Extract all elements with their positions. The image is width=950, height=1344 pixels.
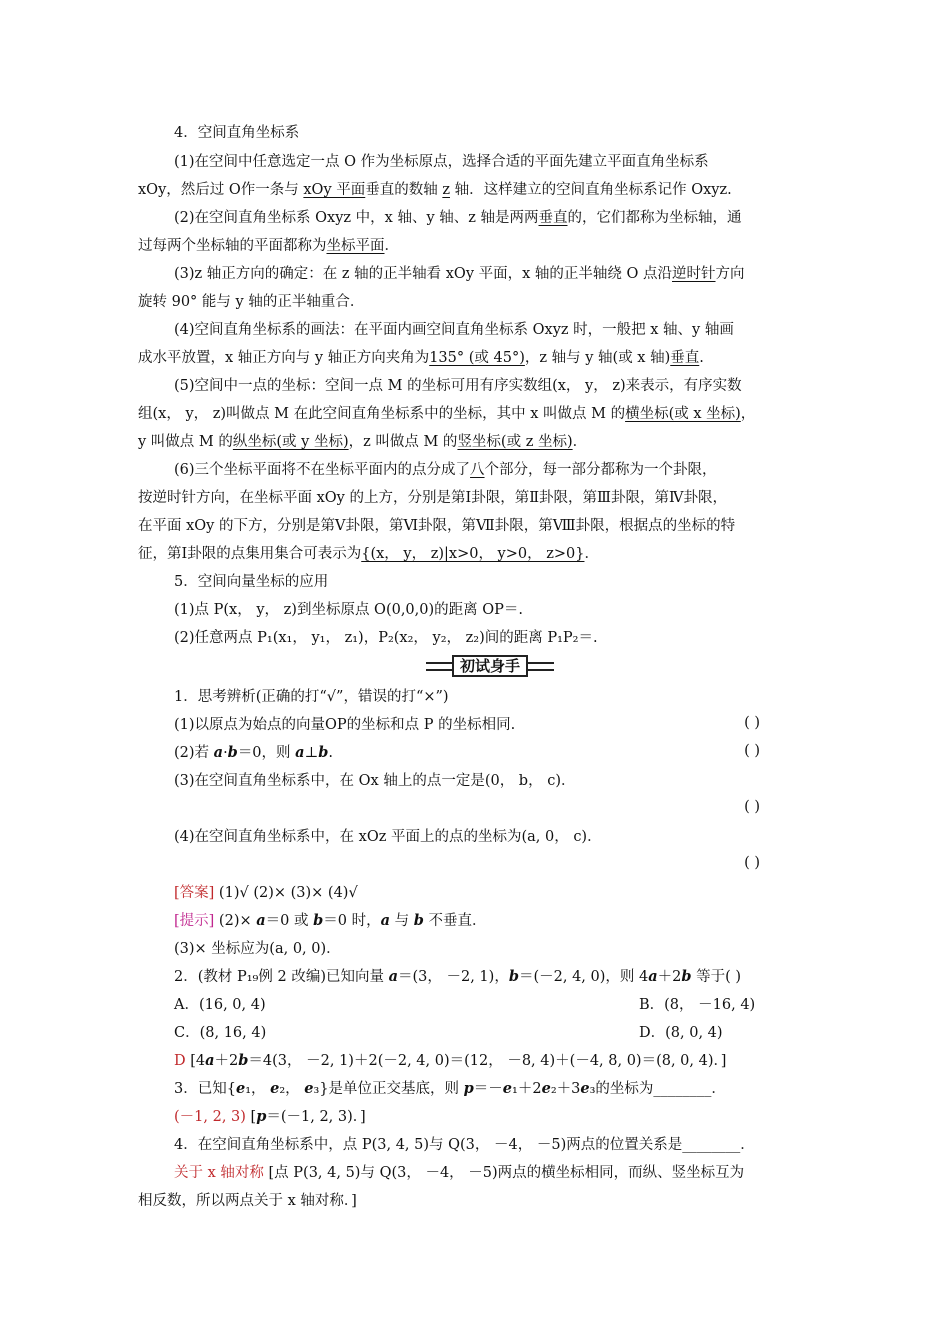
q2-answer: D: [174, 1053, 186, 1069]
q1-item-3: (3)在空间直角坐标系中，在 Ox 轴上的点一定是(0， b， c)．: [174, 773, 576, 789]
section-5-heading: 5．空间向量坐标的应用: [174, 574, 329, 590]
banner-title: 初试身手: [452, 655, 528, 677]
q2-option-b: B．(8， －16, 4): [639, 997, 756, 1013]
q1-item-1-blank: ( ): [744, 715, 760, 731]
q1-item-2-blank: ( ): [744, 743, 760, 759]
q2-option-c: C．(8, 16, 4): [174, 1025, 267, 1041]
para-4-5-line-1: (5)空间中一点的坐标：空间一点 M 的坐标可用有序实数组(x， y， z)来表示，有序实数: [174, 378, 742, 394]
q1-hint: [提示] (2)× a＝0 或 b＝0 时，a 与 b 不垂直．: [174, 912, 487, 929]
para-4-4-line-1: (4)空间直角坐标系的画法：在平面内画空间直角坐标系 Oxyz 时，一般把 x 轴、y 轴画: [174, 322, 734, 338]
para-4-2-line-2: 过每两个坐标轴的平面都称为坐标平面．: [138, 238, 399, 254]
banner-right-rule: [526, 662, 554, 671]
answer-label: [答案]: [174, 885, 215, 901]
para-4-3-line-1: (3)z 轴正方向的确定：在 z 轴的正半轴看 xOy 平面，x 轴的正半轴绕 O 点沿逆时针方向: [174, 266, 745, 282]
q1-item-2: (2)若 a·b＝0，则 a⊥b.: [174, 744, 333, 761]
q1-item-4-blank: ( ): [744, 855, 760, 871]
banner-left-rule: [426, 662, 454, 671]
para-4-2-line-1: (2)在空间直角坐标系 Oxyz 中，x 轴、y 轴、z 轴是两两垂直的，它们都称为坐标轴，通: [174, 210, 742, 226]
para-4-3-line-2: 旋转 90° 能与 y 轴的正半轴重合．: [138, 294, 365, 310]
para-4-6-line-4: 征，第Ⅰ卦限的点集用集合可表示为{(x， y， z)|x>0， y>0， z>0}．: [138, 546, 599, 562]
q3-solution: (－1, 2, 3) [p＝(－1, 2, 3)．]: [174, 1108, 366, 1125]
para-5-1: (1)点 P(x， y， z)到坐标原点 O(0,0,0)的距离 OP＝.: [174, 602, 524, 618]
q1-item-1: (1)以原点为始点的向量OP的坐标和点 P 的坐标相同.: [174, 717, 516, 733]
para-4-1-line-2: xOy，然后过 O作一条与 xOy 平面垂直的数轴 z 轴．这样建立的空间直角坐标系记作 Oxyz.: [138, 182, 732, 198]
para-4-6-line-3: 在平面 xOy 的下方，分别是第Ⅴ卦限，第Ⅵ卦限，第Ⅶ卦限，第Ⅷ卦限，根据点的坐标的特: [138, 518, 736, 534]
q1-answer: [答案] (1)√ (2)× (3)× (4)√: [174, 885, 358, 901]
section-banner: [426, 655, 554, 679]
q4-stem: 4．在空间直角坐标系中，点 P(3, 4, 5)与 Q(3， －4， －5)两点的位置关系是________．: [174, 1137, 755, 1153]
section-4-heading: 4．空间直角坐标系: [174, 125, 300, 141]
hint-label: [提示]: [174, 913, 215, 929]
para-4-5-line-3: y 叫做点 M 的纵坐标(或 y 坐标)，z 叫做点 M 的竖坐标(或 z 坐标)．: [138, 434, 588, 450]
para-5-2: (2)任意两点 P₁(x₁， y₁， z₁)，P₂(x₂， y₂， z₂)间的距离 P₁P₂＝.: [174, 630, 598, 646]
q3-answer: (－1, 2, 3): [174, 1109, 246, 1125]
q3-stem: 3．已知{e₁， e₂， e₃}是单位正交基底，则 p＝－e₁＋2e₂＋3e₃的坐标为________．: [174, 1080, 726, 1097]
q4-solution-line-2: 相反数，所以两点关于 x 轴对称．]: [138, 1193, 357, 1209]
q1-stem: 1．思考辨析(正确的打“√”，错误的打“×”): [174, 689, 449, 705]
q1-item-3-blank: ( ): [744, 799, 760, 815]
q2-stem: 2．(教材 P₁₉例 2 改编)已知向量 a＝(3， －2, 1)，b＝(－2, 4, 0)，则 4a＋2b 等于( ): [174, 968, 742, 985]
q4-solution-line-1: 关于 x 轴对称 [点 P(3, 4, 5)与 Q(3， －4， －5)两点的横坐标相同，而纵、竖坐标互为: [174, 1165, 745, 1181]
q2-option-d: D．(8, 0, 4): [639, 1025, 723, 1041]
para-4-6-line-1: (6)三个坐标平面将不在坐标平面内的点分成了八个部分，每一部分都称为一个卦限，: [174, 462, 717, 478]
q2-solution: D [4a＋2b＝4(3， －2, 1)＋2(－2, 4, 0)＝(12， －8, 4)＋(－4, 8, 0)＝(8, 0, 4)．]: [174, 1052, 727, 1069]
q1-item-4: (4)在空间直角坐标系中，在 xOz 平面上的点的坐标为(a, 0， c)．: [174, 829, 602, 845]
para-4-4-line-2: 成水平放置，x 轴正方向与 y 轴正方向夹角为135° (或 45°)，z 轴与 y 轴(或 x 轴)垂直.: [138, 350, 704, 366]
para-4-6-line-2: 按逆时针方向，在坐标平面 xOy 的上方，分别是第Ⅰ卦限，第Ⅱ卦限，第Ⅲ卦限，第Ⅳ卦限，: [138, 490, 728, 506]
q4-answer: 关于 x 轴对称: [174, 1165, 264, 1181]
q1-hint-2: (3)× 坐标应为(a, 0, 0)．: [174, 941, 341, 957]
para-4-1-line-1: (1)在空间中任意选定一点 O 作为坐标原点，选择合适的平面先建立平面直角坐标系: [174, 154, 709, 170]
q2-option-a: A．(16, 0, 4): [174, 997, 266, 1013]
q2-options-row-2: [174, 1023, 812, 1043]
q2-options-row-1: [174, 995, 812, 1015]
para-4-5-line-2: 组(x， y， z)叫做点 M 在此空间直角坐标系中的坐标，其中 x 叫做点 M 的横坐标(或 x 坐标)，: [138, 406, 756, 422]
